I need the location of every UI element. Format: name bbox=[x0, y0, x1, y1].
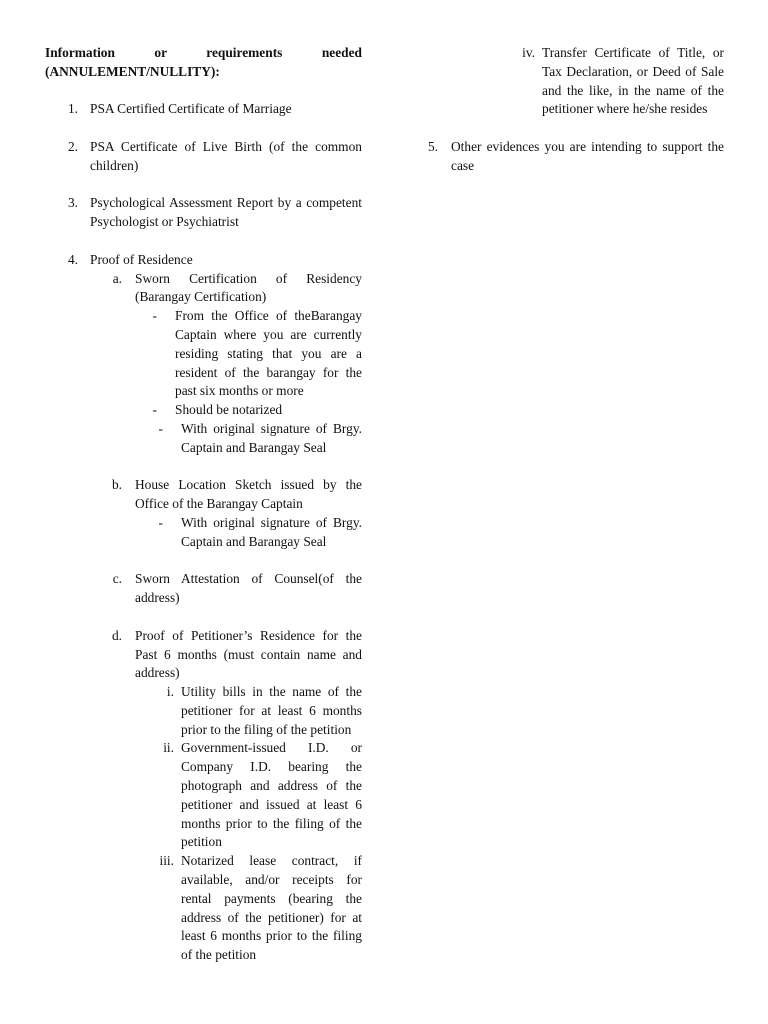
sub-item-a bbox=[45, 270, 362, 308]
list-number: 3. bbox=[67, 195, 78, 211]
sub-item-d bbox=[45, 627, 362, 683]
bullet-item bbox=[45, 514, 362, 552]
sub-item-letter: b. bbox=[111, 477, 122, 493]
roman-numeral: ii. bbox=[163, 740, 174, 756]
bullet-text: From the Office of theBarangay Captain where you are currently residing stating that you are a resident of the barangay for the past six months or more bbox=[175, 308, 362, 399]
bullet-item bbox=[45, 420, 362, 458]
roman-item-text: Government-issued I.D. or Company I.D. bearing the photograph and address of the petitioner and issued at least 6 months prior to the filing of the petition bbox=[181, 740, 362, 850]
list-item-1 bbox=[45, 100, 362, 119]
list-number: 2. bbox=[67, 138, 78, 154]
list-item-text: PSA Certified Certificate of Marriage bbox=[90, 101, 292, 117]
dash-marker: - bbox=[158, 514, 163, 530]
roman-item-text: Transfer Certificate of Title, or Tax Declaration, or Deed of Sale and the like, in the name of the petitioner where he/she resides bbox=[542, 45, 724, 117]
roman-numeral: iii. bbox=[159, 853, 174, 869]
sub-item-text: Sworn Certification of Residency (Barangay Certification) bbox=[135, 270, 362, 305]
bullet-item bbox=[45, 307, 362, 401]
sub-item-text: Proof of Petitioner’s Residence for the Past 6 months (must contain name and address) bbox=[135, 627, 362, 681]
bullet-text: With original signature of Brgy. Captain and Barangay Seal bbox=[181, 420, 362, 455]
roman-numeral: iv. bbox=[522, 45, 535, 60]
roman-item-i bbox=[45, 683, 362, 739]
list-item-text: PSA Certificate of Live Birth (of the common children) bbox=[90, 138, 362, 173]
left-column bbox=[45, 44, 362, 965]
right-column bbox=[420, 44, 724, 176]
sub-item-text: Sworn Attestation of Counsel(of the address) bbox=[135, 571, 362, 606]
list-number: 1. bbox=[67, 101, 78, 117]
roman-item-iii bbox=[45, 852, 362, 965]
list-item-text: Proof of Residence bbox=[90, 251, 193, 267]
sub-item-letter: c. bbox=[112, 571, 122, 587]
heading-line-2: (ANNULEMENT/NULLITY): bbox=[45, 63, 220, 79]
sub-item-letter: a. bbox=[112, 270, 122, 286]
dash-marker: - bbox=[158, 420, 163, 436]
list-item-4 bbox=[45, 251, 362, 270]
list-number: 5. bbox=[427, 138, 438, 154]
list-item-5 bbox=[420, 138, 724, 176]
sub-item-b bbox=[45, 476, 362, 514]
dash-marker: - bbox=[152, 402, 157, 418]
list-item-text: Psychological Assessment Report by a competent Psychologist or Psychiatrist bbox=[90, 195, 362, 230]
sub-item-text: House Location Sketch issued by the Office of the Barangay Captain bbox=[135, 477, 362, 512]
roman-item-text: Notarized lease contract, if available, and/or receipts for rental payments (bearing the address of the petitioner) for at least 6 months prior to the filing of the petition bbox=[181, 853, 362, 963]
list-item-text: Other evidences you are intending to support the case bbox=[451, 138, 724, 173]
roman-item-text: Utility bills in the name of the petitioner for at least 6 months prior to the filing of the petition bbox=[181, 684, 362, 737]
roman-numeral: i. bbox=[166, 684, 174, 700]
heading-line-1: Information or requirements needed bbox=[45, 45, 362, 60]
bullet-text: Should be notarized bbox=[175, 402, 283, 418]
dash-marker: - bbox=[152, 308, 157, 324]
bullet-item bbox=[45, 401, 362, 420]
bullet-text: With original signature of Brgy. Captain and Barangay Seal bbox=[181, 514, 362, 549]
document-heading bbox=[45, 44, 362, 82]
sub-item-letter: d. bbox=[111, 627, 122, 643]
sub-item-c bbox=[45, 570, 362, 608]
list-item-2 bbox=[45, 138, 362, 176]
roman-item-iv bbox=[420, 44, 724, 119]
roman-item-ii bbox=[45, 739, 362, 852]
list-number: 4. bbox=[67, 251, 78, 267]
list-item-3 bbox=[45, 194, 362, 232]
